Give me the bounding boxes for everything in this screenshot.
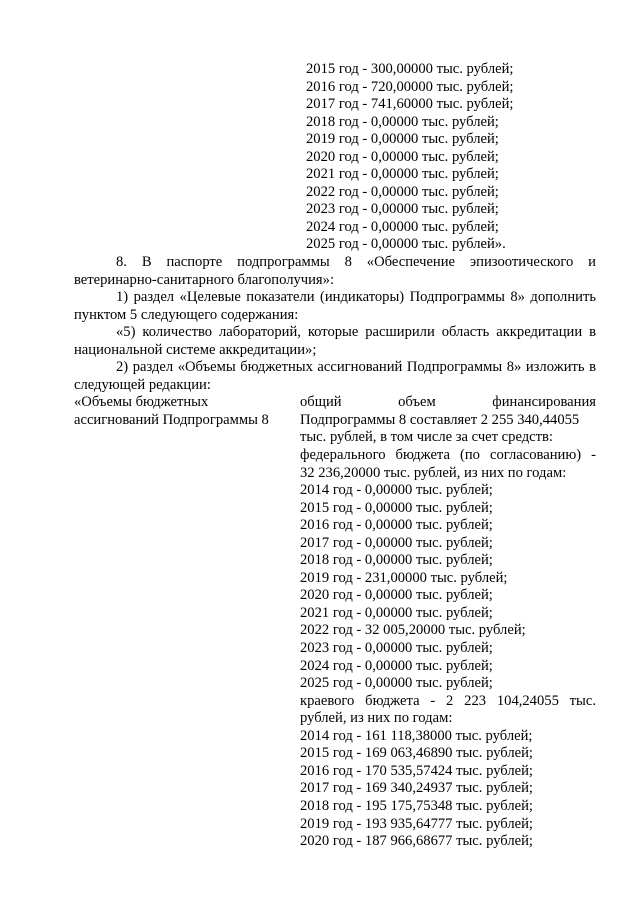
year-line: 2020 год - 0,00000 тыс. рублей; xyxy=(306,148,499,165)
year-line: 2024 год - 0,00000 тыс. рублей; xyxy=(306,218,499,235)
year-line: 2019 год - 0,00000 тыс. рублей; xyxy=(306,131,499,148)
total-line: общий объем финансирования xyxy=(300,394,596,411)
federal-line: федерального бюджета (по согласованию) - xyxy=(300,447,596,464)
label-line: «Объемы бюджетных xyxy=(74,394,209,411)
budget-table-label-cell xyxy=(74,394,300,850)
federal-year-line: 2024 год - 0,00000 тыс. рублей; xyxy=(300,657,493,674)
document-body xyxy=(74,254,596,851)
regional-line: краевого бюджета - 2 223 104,24055 тыс. xyxy=(300,692,596,709)
paragraph-item-5: «5) количество лабораторий, которые расширили область аккредитации в национальной системе аккредитации»; xyxy=(74,324,596,358)
federal-year-line: 2025 год - 0,00000 тыс. рублей; xyxy=(300,675,493,692)
label-line: ассигнований Подпрограммы 8 xyxy=(74,411,269,428)
total-line: тыс. рублей, в том числе за счет средств: xyxy=(300,429,553,446)
total-line: Подпрограммы 8 составляет 2 255 340,44055 xyxy=(300,411,580,428)
year-line: 2023 год - 0,00000 тыс. рублей; xyxy=(306,201,499,218)
year-line: 2025 год - 0,00000 тыс. рублей». xyxy=(306,236,506,253)
paragraph-item-1: 1) раздел «Целевые показатели (индикаторы) Подпрограммы 8» дополнить пунктом 5 следующего содержания: xyxy=(74,289,596,323)
year-line: 2022 год - 0,00000 тыс. рублей; xyxy=(306,183,499,200)
federal-year-line: 2020 год - 0,00000 тыс. рублей; xyxy=(300,587,493,604)
regional-year-line: 2019 год - 193 935,64777 тыс. рублей; xyxy=(300,815,533,832)
federal-year-line: 2017 год - 0,00000 тыс. рублей; xyxy=(300,534,493,551)
federal-year-line: 2016 год - 0,00000 тыс. рублей; xyxy=(300,517,493,534)
paragraph-item-8: 8. В паспорте подпрограммы 8 «Обеспечение эпизоотического и ветеринарно-санитарного благополучия»: xyxy=(74,254,596,288)
regional-year-line: 2016 год - 170 535,57424 тыс. рублей; xyxy=(300,762,533,779)
regional-year-line: 2015 год - 169 063,46890 тыс. рублей; xyxy=(300,745,533,762)
paragraph-item-2: 2) раздел «Объемы бюджетных ассигнований Подпрограммы 8» изложить в следующей редакции: xyxy=(74,359,596,393)
budget-table-value-cell xyxy=(300,394,596,850)
federal-year-line: 2019 год - 231,00000 тыс. рублей; xyxy=(300,569,508,586)
federal-year-line: 2021 год - 0,00000 тыс. рублей; xyxy=(300,604,493,621)
budget-table xyxy=(74,394,596,850)
regional-year-line: 2018 год - 195 175,75348 тыс. рублей; xyxy=(300,797,533,814)
federal-year-line: 2014 год - 0,00000 тыс. рублей; xyxy=(300,482,493,499)
top-year-list xyxy=(306,61,596,254)
federal-year-line: 2023 год - 0,00000 тыс. рублей; xyxy=(300,640,493,657)
year-line: 2018 год - 0,00000 тыс. рублей; xyxy=(306,113,499,130)
federal-year-line: 2018 год - 0,00000 тыс. рублей; xyxy=(300,552,493,569)
federal-year-line: 2022 год - 32 005,20000 тыс. рублей; xyxy=(300,622,526,639)
regional-year-line: 2020 год - 187 966,68677 тыс. рублей; xyxy=(300,833,533,850)
year-line: 2021 год - 0,00000 тыс. рублей; xyxy=(306,166,499,183)
regional-year-line: 2017 год - 169 340,24937 тыс. рублей; xyxy=(300,780,533,797)
year-line: 2015 год - 300,00000 тыс. рублей; xyxy=(306,61,514,77)
year-line: 2016 год - 720,00000 тыс. рублей; xyxy=(306,78,514,95)
year-line: 2017 год - 741,60000 тыс. рублей; xyxy=(306,96,514,113)
federal-year-line: 2015 год - 0,00000 тыс. рублей; xyxy=(300,499,493,516)
regional-line: рублей, из них по годам: xyxy=(300,710,453,727)
federal-line: 32 236,20000 тыс. рублей, из них по годам: xyxy=(300,464,567,481)
regional-year-line: 2014 год - 161 118,38000 тыс. рублей; xyxy=(300,727,533,744)
